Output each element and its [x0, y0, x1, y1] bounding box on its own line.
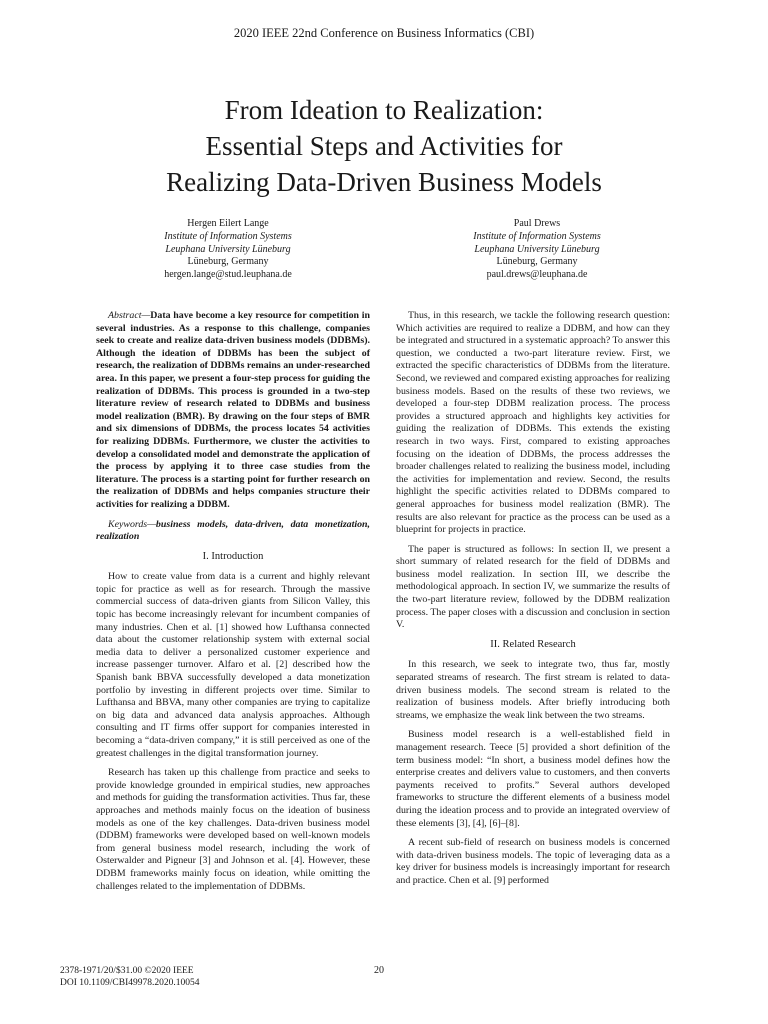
- right-column: [396, 310, 670, 895]
- abstract-lead: Abstract—: [108, 310, 151, 321]
- keywords: [96, 519, 370, 544]
- author-city: Lüneburg, Germany: [187, 256, 269, 268]
- section-heading-related-research: II. Related Research: [490, 638, 576, 650]
- title-line: From Ideation to Realization:: [224, 95, 544, 125]
- author-email[interactable]: hergen.lange@stud.leuphana.de: [164, 269, 292, 281]
- title-line: Realizing Data-Driven Business Models: [166, 167, 602, 197]
- abstract-text: Data have become a key resource for competition in several industries. As a response to this challenge, companies seek to create and realize data-driven business models (DDBMs). Although the ideation of DDBMs has been the subject of research, the realization of DDBMs remains an under-researched area. In this paper, we present a four-step process for guiding the realization of DDBMs. This process is grounded in a two-step literature review of research related to DDBMs and business model realization (BMR). By drawing on the four steps of BMR and six dimensions of DDBMs, the process locates 54 activities for realizing DDBMs. Furthermore, we cluster the activities to develop a consolidated model and demonstrate the application of the process by applying it to three case studies from the literature. The process is a starting point for further research on the realization of DDBMs and helps companies structure their activities for realizing a DDBM.: [96, 310, 370, 510]
- title-line: Essential Steps and Activities for: [205, 131, 563, 161]
- copyright-footer: [60, 965, 200, 989]
- section-heading-introduction: I. Introduction: [202, 550, 264, 562]
- footer-issn: 2378-1971/20/$31.00 ©2020 IEEE: [60, 966, 194, 976]
- author-city: Lüneburg, Germany: [496, 256, 578, 268]
- body-paragraph: Business model research is a well-established field in management research. Teece [5] provided a short definition of the term business model: “In short, a business model defines how the enterprise creates and delivers value to customers, and then converts payments received to profits.” Several authors developed frameworks to structure the different elements of a business model during the ideation process and to provide an integrated overview of these elements [3], [4], [6]–[8].: [396, 729, 670, 829]
- body-paragraph: A recent sub-field of research on business models is concerned with data-driven business models. The topic of leveraging data as a key driver for business models is increasingly important for research and practice. Chen et al. [9] performed: [396, 837, 670, 886]
- author-affiliation: Institute of Information Systems: [473, 230, 601, 242]
- abstract: [96, 310, 370, 512]
- body-paragraph: Thus, in this research, we tackle the following research question: Which activities are required to realize a DDBM, and how can they be integrated and structured in a systematic approach? To answer this question, we conducted a two-part literature review. First, we extracted the specific characteristics of DDBMs from the literature. Second, we reviewed and compared existing approaches for realizing business models. Based on the results of these two reviews, we developed a four-step DDBM realization process. The process provides a structured approach and highlights key activities for guiding the realization of DDBMs. This extends the existing research in two ways. First, compared to existing approaches focusing on the ideation of DDBMs, the process addresses the broader challenges related to realizing the business model, including the activities for implementation and review. Second, the results highlight the specific activities related to DDBMs compared to general approaches for business model realization (BMR). The results are also relevant for practice as the process can be used as a blueprint for projects in practice.: [396, 310, 670, 536]
- author-affiliation: Leuphana University Lüneburg: [165, 243, 291, 255]
- author-affiliation: Leuphana University Lüneburg: [474, 243, 600, 255]
- body-paragraph: In this research, we seek to integrate two, thus far, mostly separated streams of research. The first stream is related to data-driven business models. The second stream is related to the realization of business models. After briefly introducing both streams, we emphasize the weak link between the two streams.: [396, 659, 670, 721]
- author-name: Paul Drews: [513, 218, 561, 229]
- body-paragraph: How to create value from data is a current and highly relevant topic for practice as well as for research. Through the massive commercial success of data-driven giants from Silicon Valley, this topic has become increasingly relevant for incumbent companies of many industries. Chen et al. [1] showed how Lufthansa connected data about the customer relationship system with external social media data to deliver a personalized customer experience and increase passenger turnover. Alfaro et al. [2] described how the Spanish bank BBVA successfully developed a data monetization portfolio by investing in different projects over time. Similar to Lufthansa and BBVA, many other companies are trying to capitalize on big data and advanced data analysis approaches. Although consulting and IT firms offer support for companies interested in becoming a “data-driven company,” it is still perceived as one of the greatest challenges in the digital transformation journey.: [96, 571, 370, 759]
- paper-title: [0, 92, 768, 200]
- author-name: Hergen Eilert Lange: [187, 218, 269, 229]
- author-block-2: [417, 218, 657, 282]
- author-email[interactable]: paul.drews@leuphana.de: [486, 269, 588, 281]
- body-paragraph: The paper is structured as follows: In section II, we present a short summary of related research for the field of DDBMs and business model realization. In section III, we describe the methodological approach. In section IV, we summarize the results of the two-part literature review, followed by the DDBM realization process. The paper closes with a discussion and conclusion in section V.: [396, 543, 670, 631]
- conference-header: 2020 IEEE 22nd Conference on Business Informatics (CBI): [233, 26, 535, 40]
- keywords-text: business models, data-driven, data monetization, realization: [96, 518, 370, 543]
- author-block-1: [108, 218, 348, 282]
- body-paragraph: Research has taken up this challenge from practice and seeks to provide knowledge grounded in empirical studies, new approaches and methods for guiding the transformation activities. Thus far, these approaches and methods mainly focus on the ideation of business models as one of the key challenges. Data-driven business model (DDBM) frameworks were developed based on well-known models from general business model research, including the work of Osterwalder and Pigneur [3] and Johnson et al. [4]. However, these DDBM frameworks mainly focus on ideation, while omitting the challenges related to the implementation of DDBMs.: [96, 767, 370, 892]
- left-column: [96, 310, 370, 900]
- keywords-lead: Keywords—: [108, 518, 156, 530]
- author-affiliation: Institute of Information Systems: [164, 230, 292, 242]
- footer-doi: DOI 10.1109/CBI49978.2020.10054: [60, 978, 200, 988]
- page-number: 20: [374, 965, 384, 976]
